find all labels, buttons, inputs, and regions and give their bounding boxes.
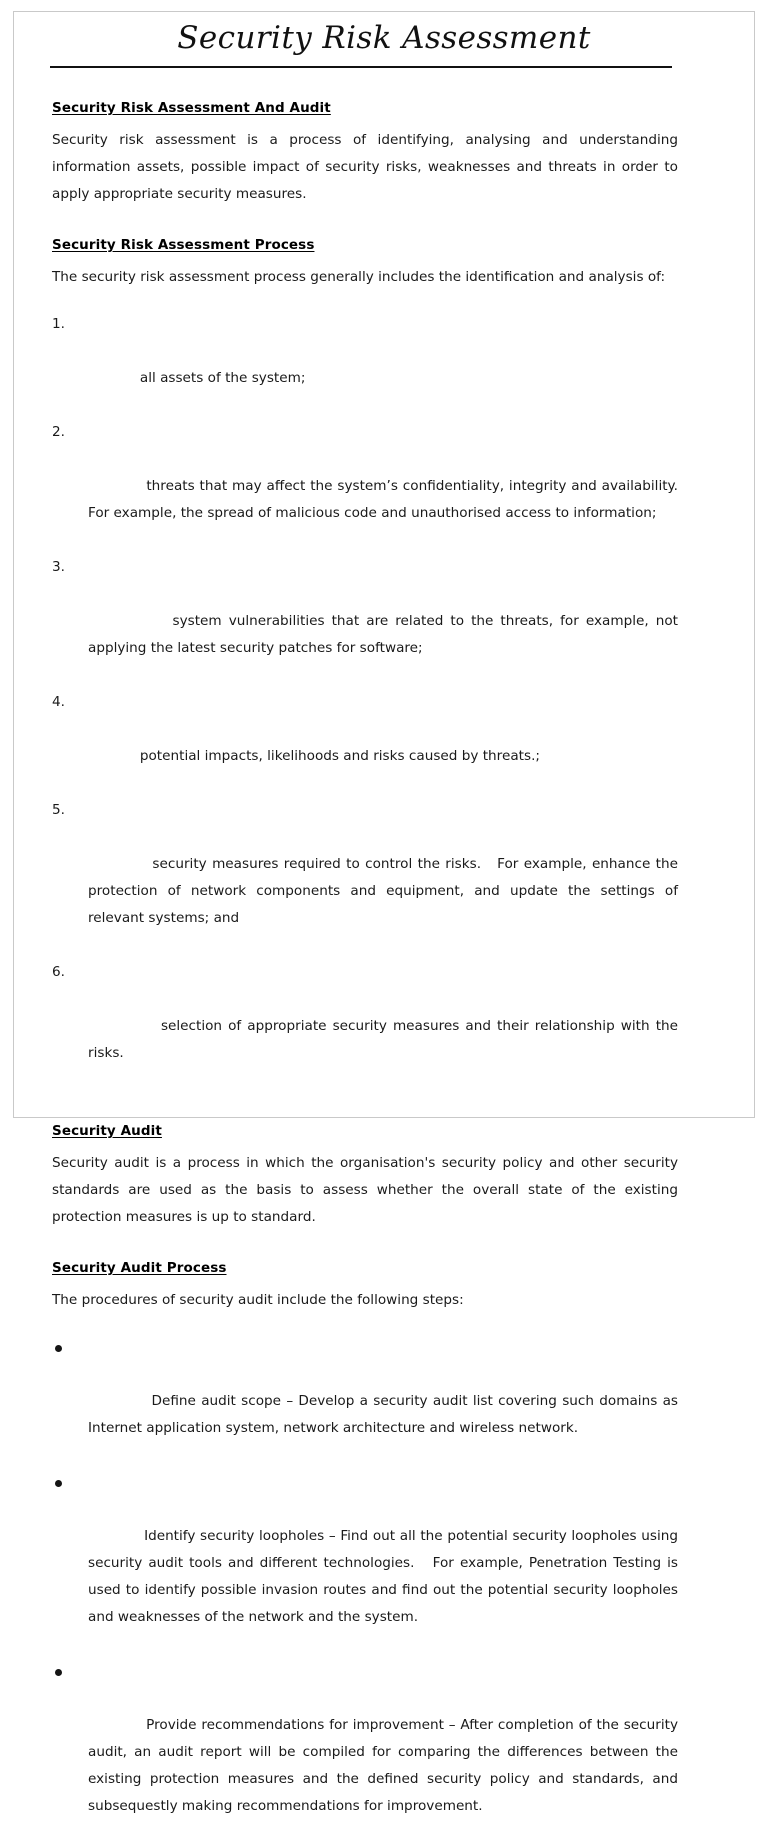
list-item-text: potential impacts, likelihoods and risks caused by threats.; (139, 748, 540, 764)
list-item-text: threats that may affect the system’s confidentiality, integrity and availability. For example, the spread of malicious code and unauthorised access to information; (88, 478, 683, 521)
bullet-icon (55, 1345, 62, 1352)
spacer (52, 208, 678, 235)
list-marker: 3. (52, 559, 65, 575)
section-paragraph: The security risk assessment process generally includes the identification and analysis of: (52, 269, 666, 285)
list-marker: 5. (52, 802, 65, 818)
list-item (52, 311, 678, 419)
list-item-text: system vulnerabilities that are related to the threats, for example, not applying the latest security patches for software; (88, 613, 683, 656)
document-body (0, 68, 768, 1847)
section-paragraph: The procedures of security audit include the following steps: (52, 1292, 464, 1308)
section-heading: Security Audit Process (52, 1260, 227, 1276)
list-item (52, 1658, 683, 1847)
spacer (52, 1094, 678, 1121)
audit-process-bullet-list (52, 1334, 683, 1847)
section-security-audit-process (52, 1258, 683, 1847)
list-marker: 6. (52, 964, 65, 980)
spacer (52, 1314, 678, 1334)
section-security-risk-assessment-process (52, 235, 683, 1094)
spacer (52, 1231, 678, 1258)
spacer (52, 118, 678, 127)
section-heading: Security Risk Assessment And Audit (52, 100, 331, 116)
list-item (52, 419, 683, 554)
list-item (52, 554, 683, 689)
list-item (52, 1469, 683, 1658)
list-item (52, 1334, 683, 1469)
bullet-icon (55, 1669, 62, 1676)
list-marker: 2. (52, 424, 65, 440)
list-item (52, 959, 683, 1094)
list-item-text: Identify security loopholes – Find out all the potential security loopholes using security audit tools and different technologies. For example, Penetration Testing is used to identify possible invasion routes and find out the potential security loopholes and weaknesses of the network and the system. (88, 1528, 683, 1625)
bullet-icon (55, 1480, 62, 1487)
spacer (52, 1278, 678, 1287)
list-item (52, 689, 678, 797)
spacer (52, 255, 678, 264)
spacer (52, 291, 678, 311)
list-item-text: Provide recommendations for improvement – After completion of the security audit, an audit report will be compiled for comparing the differences between the existing protection measures and the defined security policy and standards, and subsequestly making recommendations for improvement. (88, 1717, 683, 1814)
list-marker: 1. (52, 316, 65, 332)
list-item-text: security measures required to control the risks. For example, enhance the protection of network components and equipment, and update the settings of relevant systems; and (88, 856, 683, 926)
page-title: Security Risk Assessment (177, 20, 591, 56)
section-security-audit (52, 1121, 683, 1231)
spacer (52, 68, 678, 98)
list-item (52, 797, 683, 959)
list-item-text: all assets of the system; (139, 370, 306, 386)
section-paragraph: Security audit is a process in which the organisation's security policy and other security standards are used as the basis to assess whether the overall state of the existing protection measures is up to standard. (52, 1155, 683, 1225)
spacer (52, 1141, 678, 1150)
list-item-text: selection of appropriate security measures and their relationship with the risks. (88, 1018, 683, 1061)
assessment-process-numbered-list (52, 311, 683, 1094)
section-heading: Security Risk Assessment Process (52, 237, 315, 253)
section-paragraph: Security risk assessment is a process of identifying, analysing and understanding information assets, possible impact of security risks, weaknesses and threats in order to apply appropriate security measures. (52, 132, 683, 202)
section-heading: Security Audit (52, 1123, 162, 1139)
list-marker: 4. (52, 694, 65, 710)
list-item-text: Define audit scope – Develop a security audit list covering such domains as Internet application system, network architecture and wireless network. (88, 1393, 683, 1436)
section-security-risk-assessment-and-audit (52, 98, 683, 208)
